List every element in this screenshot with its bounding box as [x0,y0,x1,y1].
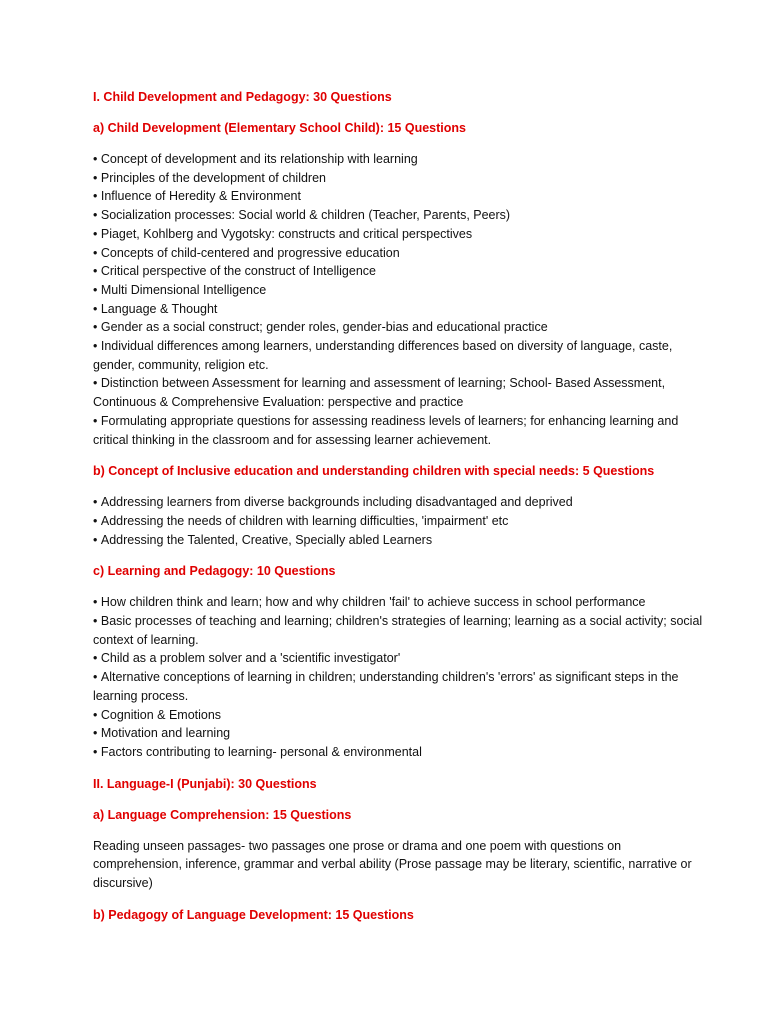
paragraph-language-comprehension: Reading unseen passages- two passages one prose or drama and one poem with questions on comprehension, inference, grammar and verbal ability (Prose passage may be literary, scientific, narrative or discursive) [93,838,692,891]
list-item: • Piaget, Kohlberg and Vygotsky: constructs and critical perspectives [93,225,708,244]
list-item: • Critical perspective of the construct of Intelligence [93,262,708,281]
list-item: • Addressing learners from diverse backgrounds including disadvantaged and deprived [93,493,708,512]
list-item: • Child as a problem solver and a 'scientific investigator' [93,649,708,668]
list-item: • Concepts of child-centered and progressive education [93,244,708,263]
bullet-list-child-development [93,150,708,449]
list-item: • Gender as a social construct; gender roles, gender-bias and educational practice [93,318,708,337]
list-item: • Formulating appropriate questions for assessing readiness levels of learners; for enhancing learning and critical thinking in the classroom and for assessing learner achievement. [93,412,708,449]
list-item: • Concept of development and its relationship with learning [93,150,708,169]
subsection-heading-language-pedagogy: b) Pedagogy of Language Development: 15 Questions [93,907,414,922]
subsection-heading-child-development: a) Child Development (Elementary School Child): 15 Questions [93,121,466,135]
list-item: • Multi Dimensional Intelligence [93,281,708,300]
list-item: • Language & Thought [93,300,708,319]
list-item: • Addressing the Talented, Creative, Specially abled Learners [93,531,708,550]
list-item: • Principles of the development of children [93,169,708,188]
bullet-list-inclusive-education [93,493,708,549]
list-item: • Motivation and learning [93,724,708,743]
list-item: • Cognition & Emotions [93,706,708,725]
subsection-heading-language-comprehension: a) Language Comprehension: 15 Questions [93,807,352,822]
list-item: • Basic processes of teaching and learning; children's strategies of learning; learning as a social activity; social context of learning. [93,612,708,649]
section-heading-child-development: I. Child Development and Pedagogy: 30 Questions [93,90,392,104]
list-item: • Influence of Heredity & Environment [93,187,708,206]
list-item: • Individual differences among learners, understanding differences based on diversity of language, caste, gender, community, religion etc. [93,337,708,374]
bullet-list-learning-pedagogy [93,593,708,761]
list-item: • Alternative conceptions of learning in children; understanding children's 'errors' as significant steps in the learning process. [93,668,708,705]
subsection-heading-inclusive-education: b) Concept of Inclusive education and understanding children with special needs: 5 Questions [93,464,655,479]
list-item: • Distinction between Assessment for learning and assessment of learning; School- Based Assessment, Continuous & Comprehensive Evaluation: perspective and practice [93,374,708,411]
list-item: • Socialization processes: Social world & children (Teacher, Parents, Peers) [93,206,708,225]
subsection-heading-learning-pedagogy: c) Learning and Pedagogy: 10 Questions [93,564,336,579]
list-item: • Addressing the needs of children with learning difficulties, 'impairment' etc [93,512,708,531]
list-item: • Factors contributing to learning- personal & environmental [93,743,708,762]
list-item: • How children think and learn; how and why children 'fail' to achieve success in school performance [93,593,708,612]
section-heading-language-punjabi: II. Language-I (Punjabi): 30 Questions [93,776,317,791]
